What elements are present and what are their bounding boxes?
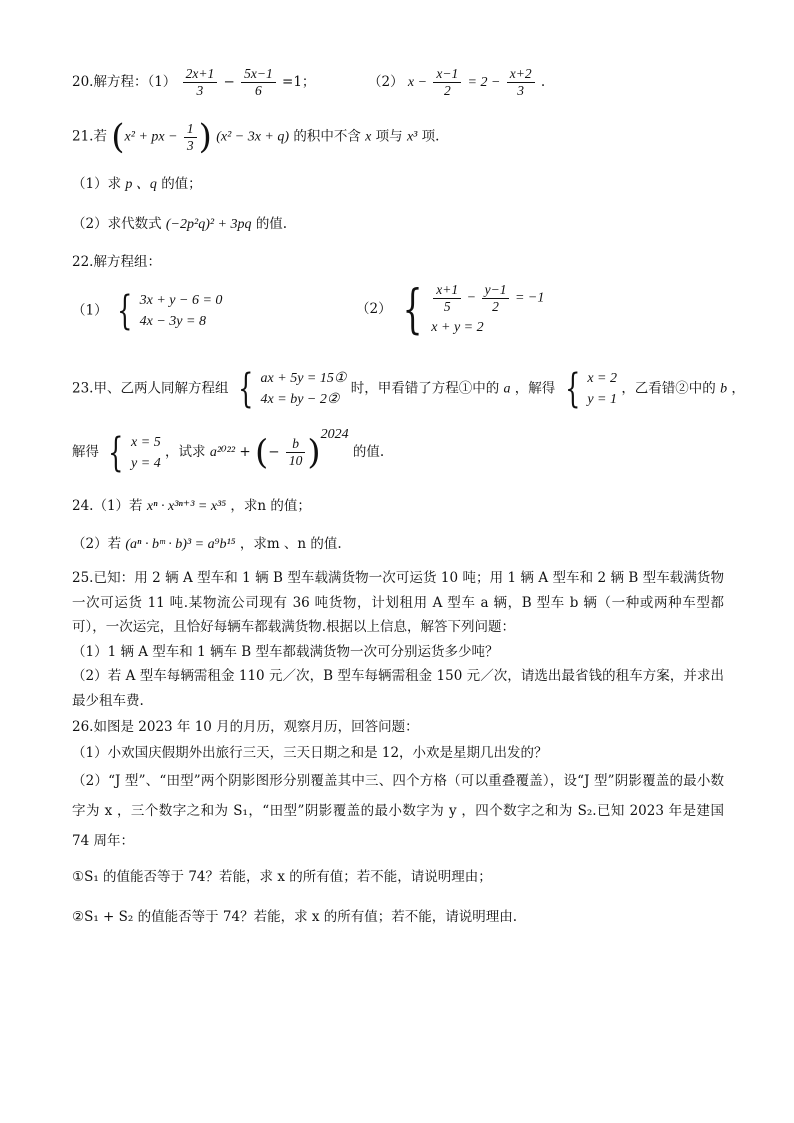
q20-frac-c: $\frac{x-1}{2}$ xyxy=(433,66,461,99)
q26-case-2: ②S₁ + S₂ 的值能否等于 74？若能，求 x 的所有值；若不能，请说明理由. xyxy=(72,909,518,925)
question-21: 21.若 (x² + px − $\frac{1}{3}$ ) (x² − 3x + q) 的积中不含 x 项与 x³ 项. xyxy=(72,117,440,157)
question-20: 20.解方程：（1） $\frac{2x+1}{3}$ − $\frac{5x-1}{6}$ =1； （2） x − $\frac{x-1}{2}$ = 2 − $\frac{x+2}{3}$ . xyxy=(72,66,546,98)
q23-frac: $\frac{b}{10}$ xyxy=(286,436,306,469)
q23-solution-1: x = 2 y = 1 xyxy=(587,371,618,407)
question-23: 23.甲、乙两人同解方程组 { ax + 5y = 15① 4x = by − 2② 时，甲看错了方程①中的 a ，解得 { x = 2 y = 1 ，乙看错②中的 b ， xyxy=(72,366,745,412)
q20-label: 20.解方程：（1） xyxy=(72,74,177,90)
question-26 xyxy=(72,714,724,930)
q25-stem: 25.已知：用 2 辆 A 型车和 1 辆 B 型车载满货物一次可运货 10 吨；用 1 辆 A 型车和 2 辆 B 型车载满货物一次可运货 11 吨.某物流公司现有 36 吨货物，计划租用 A 型车 a 辆，B 型车 b 辆（一种或两种车型都可），一次运完，且恰好每辆车都载满货物.根据以上信息，解答下列问题： xyxy=(72,570,724,635)
q20-frac-a: $\frac{2x+1}{3}$ xyxy=(183,66,218,99)
q26-title: 26.如图是 2023 年 10 月的月历，观察月历，回答问题： xyxy=(72,719,419,735)
q20-frac-d: $\frac{x+2}{3}$ xyxy=(507,66,535,99)
q26-part-1: （1）小欢国庆假期外出旅行三天，三天日期之和是 12，小欢是星期几出发的？ xyxy=(72,745,548,761)
question-21-part-2: （2）求代数式 (−2p²q)² + 3pq 的值. xyxy=(72,216,288,232)
question-22-part-1: （1） { 3x + y − 6 = 0 4x − 3y = 8 xyxy=(72,288,223,334)
q25-part-1: （1）1 辆 A 型车和 1 辆车 B 型车都载满货物一次可分别运货多少吨？ xyxy=(72,643,499,660)
q26-part-2: （2）“J 型”、“田型”两个阴影图形分别覆盖其中三、四个方格（可以重叠覆盖），设“J 型”阴影覆盖的最小数字为 x ，三个数字之和为 S₁，“田型”阴影覆盖的最小数字为 y ，四个数字之和为 S₂.已知 2023 年是建国 74 周年： xyxy=(72,773,724,849)
question-25 xyxy=(72,566,724,713)
q22-system-1: 3x + y − 6 = 0 4x − 3y = 8 xyxy=(139,293,223,329)
question-22: 22.解方程组： xyxy=(72,254,161,270)
question-23-line-2: 解得 { x = 5 y = 4 ，试求 a²⁰²² + (− $\frac{b}{10}$ )$^{2024}$ 的值. xyxy=(72,427,385,476)
q25-part-2: （2）若 A 型车每辆需租金 110 元／次，B 型车每辆需租金 150 元／次，请选出最省钱的租车方案，并求出最少租车费. xyxy=(72,668,724,709)
q23-system: ax + 5y = 15① 4x = by − 2② xyxy=(260,371,347,407)
question-22-part-2: （2） { $\frac{x+1}{5}$ − $\frac{y-1}{2}$ = −1 x + y = 2 xyxy=(356,279,545,340)
q22-system-2: $\frac{x+1}{5}$ − $\frac{y-1}{2}$ = −1 x + y = 2 xyxy=(431,282,545,335)
q26-case-1: ①S₁ 的值能否等于 74？若能，求 x 的所有值；若不能，请说明理由； xyxy=(72,869,492,885)
q23-solution-2: x = 5 y = 4 xyxy=(131,434,161,471)
question-21-part-1: （1）求 p 、q 的值； xyxy=(72,176,202,192)
q21-frac: $\frac{1}{3}$ xyxy=(184,121,197,154)
q20-frac-b: $\frac{5x-1}{6}$ xyxy=(241,66,276,99)
question-24-part-2: （2）若 (aⁿ · bᵐ · b)³ = a⁹b¹⁵ ，求m 、n 的值. xyxy=(72,536,342,552)
question-24-part-1: 24.（1）若 xⁿ · x³ⁿ⁺³ = x³⁵ ，求n 的值； xyxy=(72,498,311,514)
